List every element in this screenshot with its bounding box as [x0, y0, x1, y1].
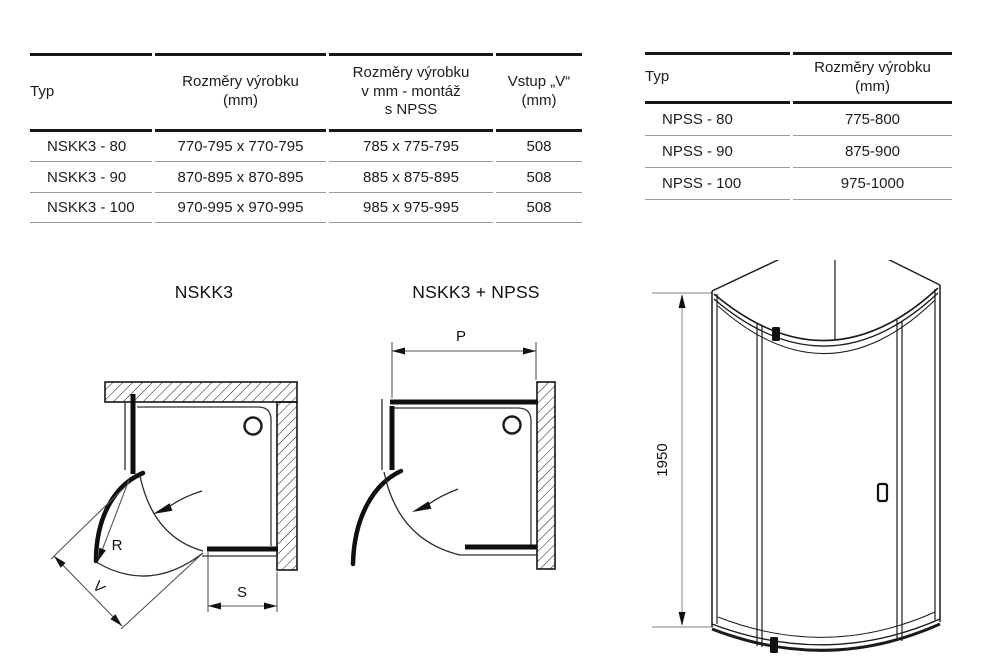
- cell-vstup: 508: [496, 193, 582, 224]
- cell-rozmery: 870-895 x 870-895: [155, 162, 326, 193]
- swing-arrow-icon: [412, 501, 431, 512]
- back-edge-right: [835, 260, 940, 285]
- cell-vstup: 508: [496, 132, 582, 163]
- cell-rozmery: 875-900: [793, 136, 952, 168]
- col-rozmery: Rozměry výrobku (mm): [155, 53, 326, 132]
- table-row: [30, 193, 582, 224]
- cell-typ: NPSS - 90: [645, 136, 790, 168]
- p-arrow-icon: [392, 348, 405, 355]
- swing-arrow-curve: [170, 491, 202, 506]
- cell-rozmery: 775-800: [793, 104, 952, 136]
- entry-label: V: [89, 577, 109, 597]
- col-typ: Typ: [645, 52, 790, 104]
- door-pivot-top: [772, 327, 780, 341]
- cell-rozmery-npss: 885 x 875-895: [329, 162, 493, 193]
- cell-typ: NSKK3 - 80: [30, 132, 152, 163]
- cell-rozmery-npss: 985 x 975-995: [329, 193, 493, 224]
- technical-drawings: [0, 260, 1000, 672]
- table-header-row: [645, 52, 952, 104]
- cell-rozmery-npss: 785 x 775-795: [329, 132, 493, 163]
- col-rozmery: Rozměry výrobku (mm): [793, 52, 952, 104]
- door-closed-arc: [140, 476, 203, 551]
- p-arrow-icon: [523, 348, 536, 355]
- v-dim-line: [54, 556, 122, 626]
- back-edge-left: [712, 260, 835, 291]
- col-vstup: Vstup „V“ (mm): [496, 53, 582, 132]
- swing-arrow-curve: [429, 489, 458, 504]
- cell-rozmery: 770-795 x 770-795: [155, 132, 326, 163]
- col-rozmery-npss: Rozměry výrobku v mm - montáž s NPSS: [329, 53, 493, 132]
- shower-tray: [394, 408, 531, 545]
- nskk3-top-view: [51, 382, 297, 629]
- table-header-row: [30, 53, 582, 132]
- height-label: 1950: [654, 443, 671, 477]
- table-row: [30, 162, 582, 193]
- table-row: [645, 136, 952, 168]
- wall-right: [277, 402, 297, 570]
- diagram-title-nskk3-npss: NSKK3 + NPSS: [412, 282, 540, 302]
- top-rim-inner: [714, 293, 938, 346]
- s-arrow-icon: [208, 603, 221, 610]
- drain-icon: [504, 417, 521, 434]
- nskk3-npss-top-view: [353, 328, 555, 569]
- top-rim-outer: [714, 288, 938, 341]
- door-closed-arc: [384, 472, 460, 555]
- cell-rozmery: 975-1000: [793, 168, 952, 200]
- enclosure-3d-view: [652, 260, 940, 653]
- radius-label: R: [111, 537, 123, 554]
- height-arrow-icon: [679, 294, 686, 308]
- width-label: P: [455, 328, 467, 345]
- cell-vstup: 508: [496, 162, 582, 193]
- cell-typ: NSKK3 - 90: [30, 162, 152, 193]
- nskk3-spec-table: [27, 53, 585, 223]
- side-label: S: [236, 584, 248, 601]
- door-handle: [878, 484, 887, 501]
- shower-tray: [137, 407, 271, 546]
- door-pivot-bottom: [770, 637, 778, 653]
- door-open-arc: [353, 471, 401, 564]
- drain-icon: [245, 418, 262, 435]
- swing-arrow-icon: [153, 503, 172, 514]
- diagram-title-nskk3: NSKK3: [174, 282, 234, 302]
- table-row: [645, 104, 952, 136]
- v-extension-2: [121, 553, 203, 629]
- cell-typ: NPSS - 100: [645, 168, 790, 200]
- door-swing-path: [96, 553, 203, 576]
- npss-spec-table: [642, 52, 955, 200]
- s-arrow-icon: [264, 603, 277, 610]
- col-typ: Typ: [30, 53, 152, 132]
- cell-typ: NSKK3 - 100: [30, 193, 152, 224]
- table-row: [645, 168, 952, 200]
- radius-arrow-icon: [98, 548, 106, 561]
- table-row: [30, 132, 582, 163]
- cell-rozmery: 970-995 x 970-995: [155, 193, 326, 224]
- wall-right: [537, 382, 555, 569]
- cell-typ: NPSS - 80: [645, 104, 790, 136]
- height-arrow-icon: [679, 612, 686, 626]
